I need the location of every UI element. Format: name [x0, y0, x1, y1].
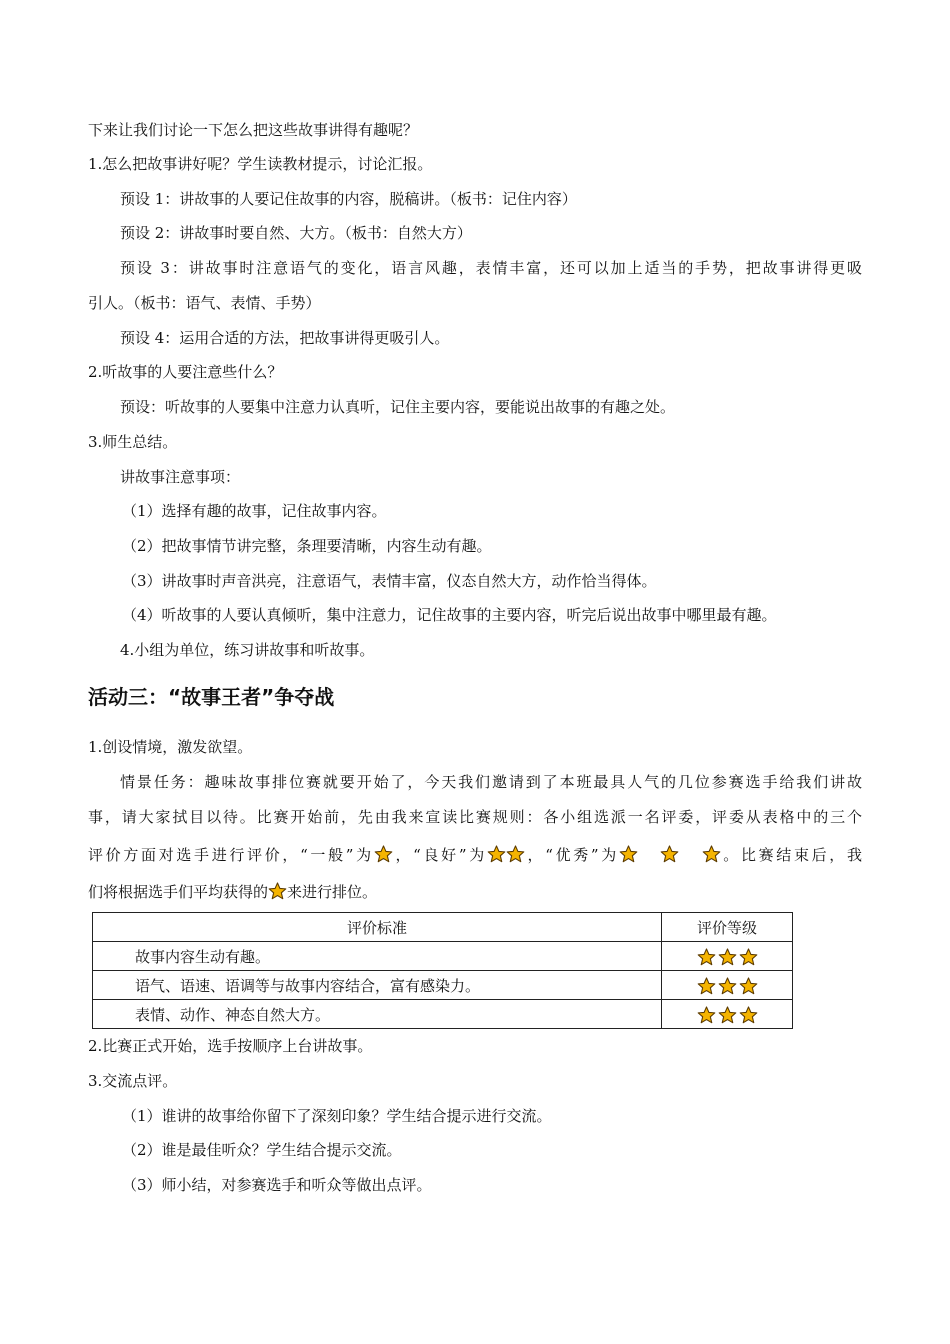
star-icon: [487, 845, 506, 863]
star-rating: [697, 1006, 758, 1024]
criteria-cell: 表情、动作、神态自然大方。: [93, 1000, 662, 1029]
preset-3-line-1: 预设 3：讲故事时注意语气的变化，语言风趣，表情丰富，还可以加上适当的手势，把故事讲得更吸: [120, 259, 862, 277]
text-span: 来进行排位。: [287, 883, 378, 901]
text-span: 。比赛结束后，我: [720, 846, 862, 864]
numbered-item: 3.交流点评。: [88, 1072, 178, 1090]
text-span: ，“优秀”为: [524, 846, 619, 864]
star-icon: [506, 845, 525, 863]
numbered-item: 4.小组为单位，练习讲故事和听故事。: [120, 641, 375, 659]
section-heading: 活动三：“故事王者”争夺战: [88, 685, 335, 709]
list-item: （3）师小结，对参赛选手和听众等做出点评。: [122, 1176, 432, 1194]
grade-cell: [662, 942, 793, 971]
star-icon: [374, 845, 393, 863]
star-icon: [268, 882, 287, 900]
list-item: （3）讲故事时声音洪亮，注意语气，表情丰富，仪态自然大方，动作恰当得体。: [122, 572, 657, 590]
paragraph: 下来让我们讨论一下怎么把这些故事讲得有趣呢？: [88, 121, 419, 139]
numbered-item: 2.比赛正式开始，选手按顺序上台讲故事。: [88, 1037, 373, 1055]
criteria-cell: 故事内容生动有趣。: [93, 942, 662, 971]
star-icon: [739, 948, 758, 966]
star-icon: [697, 977, 716, 995]
preset-3-line-2: 引人。（板书：语气、表情、手势）: [88, 294, 321, 312]
list-item: （1）选择有趣的故事，记住故事内容。: [122, 502, 387, 520]
star-icon: [718, 948, 737, 966]
list-item: （2）把故事情节讲完整，条理要清晰，内容生动有趣。: [122, 537, 492, 555]
table-row: [93, 971, 793, 1000]
header-criteria: 评价标准: [93, 913, 662, 942]
grade-cell: [662, 971, 793, 1000]
star-icon: [660, 845, 679, 863]
scenario-line-2: 事，请大家拭目以待。比赛开始前，先由我来宣读比赛规则：各小组选派一名评委，评委从表格中的三个: [88, 808, 862, 826]
subheading: 讲故事注意事项：: [120, 468, 241, 486]
star-icon: [739, 1006, 758, 1024]
numbered-item: 1.创设情境，激发欲望。: [88, 738, 253, 756]
text-span: ，“良好”为: [392, 846, 487, 864]
text-span: “一般”为: [300, 846, 374, 864]
evaluation-table: [92, 912, 793, 1029]
table-row: [93, 1000, 793, 1029]
grade-cell: [662, 1000, 793, 1029]
table-row: [93, 942, 793, 971]
scenario-line-3: [88, 845, 862, 865]
star-icon: [739, 977, 758, 995]
preset-1: 预设 1：讲故事的人要记住故事的内容，脱稿讲。（板书：记住内容）: [120, 190, 577, 208]
numbered-item: 2.听故事的人要注意些什么？: [88, 363, 283, 381]
table-header-row: [93, 913, 793, 942]
star-icon: [619, 845, 638, 863]
star-rating: [697, 948, 758, 966]
scenario-line-1: 情景任务：趣味故事排位赛就要开始了，今天我们邀请到了本班最具人气的几位参赛选手给我们讲故: [120, 773, 862, 791]
scenario-line-4: [88, 882, 377, 902]
star-icon: [702, 845, 721, 863]
criteria-cell: 语气、语速、语调等与故事内容结合，富有感染力。: [93, 971, 662, 1000]
numbered-item: 1.怎么把故事讲好呢？学生读教材提示，讨论汇报。: [88, 155, 433, 173]
star-icon: [697, 1006, 716, 1024]
preset-4: 预设 4：运用合适的方法，把故事讲得更吸引人。: [120, 329, 450, 347]
numbered-item: 3.师生总结。: [88, 433, 178, 451]
list-item: （1）谁讲的故事给你留下了深刻印象？学生结合提示进行交流。: [122, 1107, 552, 1125]
header-grade: 评价等级: [662, 913, 793, 942]
preset-2: 预设 2：讲故事时要自然、大方。（板书：自然大方）: [120, 224, 472, 242]
star-rating: [697, 977, 758, 995]
star-icon: [718, 1006, 737, 1024]
text-span: 们将根据选手们平均获得的: [88, 883, 269, 901]
preset: 预设：听故事的人要集中注意力认真听，记住主要内容，要能说出故事的有趣之处。: [120, 398, 676, 416]
star-icon: [718, 977, 737, 995]
list-item: （4）听故事的人要认真倾听，集中注意力，记住故事的主要内容，听完后说出故事中哪里最有趣。: [122, 606, 777, 624]
text-span: 评价方面对选手进行评价，: [88, 846, 301, 864]
list-item: （2）谁是最佳听众？学生结合提示交流。: [122, 1141, 402, 1159]
star-icon: [697, 948, 716, 966]
